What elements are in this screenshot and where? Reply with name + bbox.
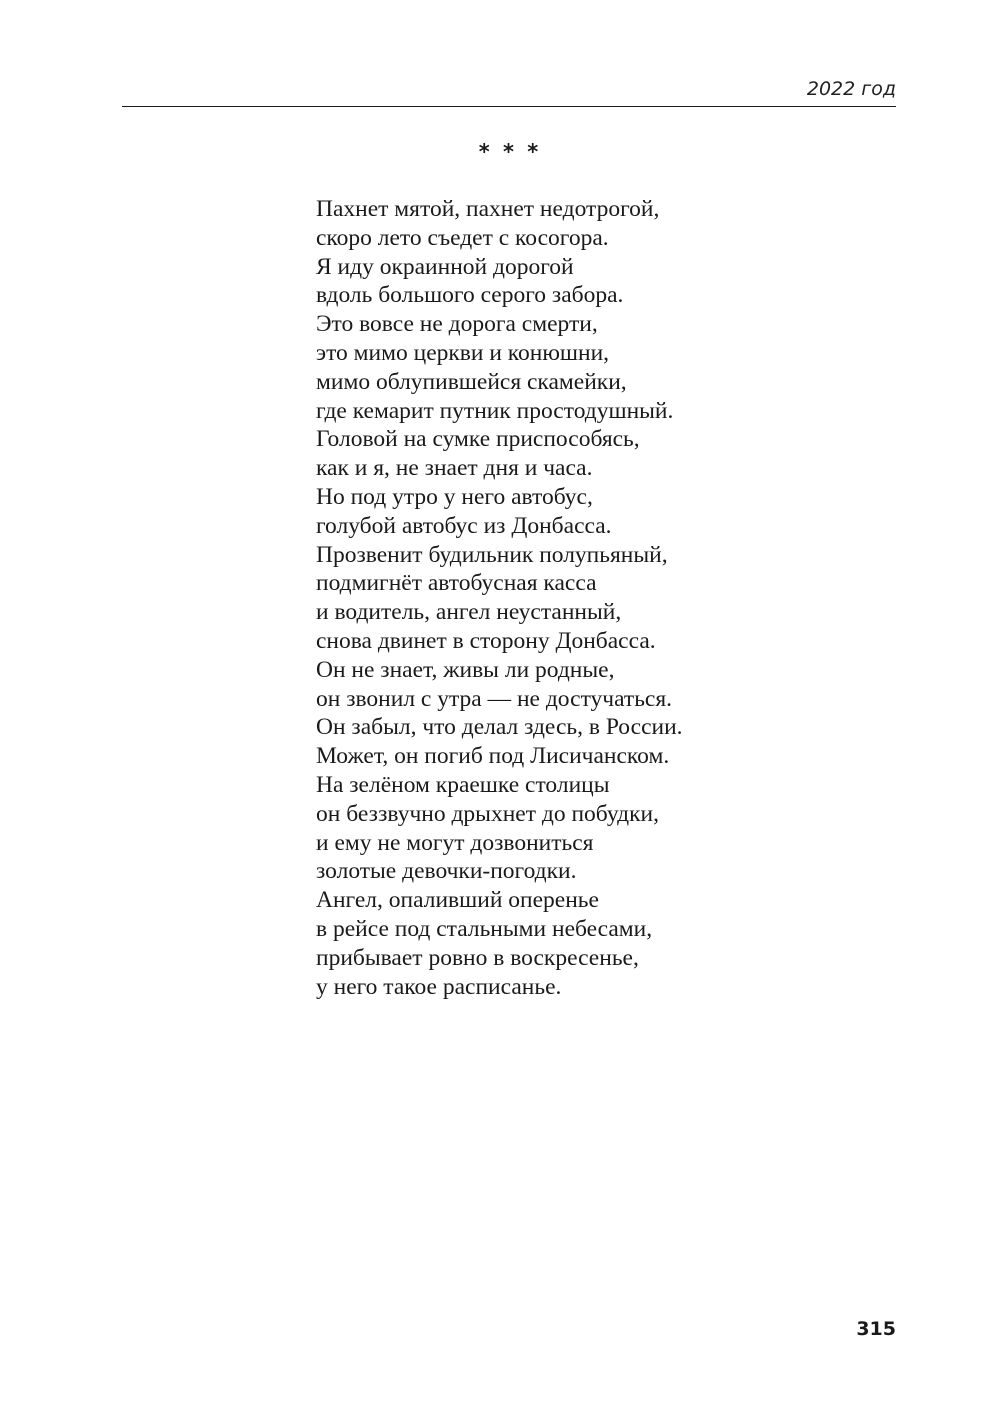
poem-line: Ангел, опаливший оперенье — [316, 887, 599, 914]
poem-line: Может, он погиб под Лисичанском. — [316, 743, 670, 770]
poem-line: он звонил с утра — не достучаться. — [316, 685, 673, 712]
poem-line: Это вовсе не дорога смерти, — [316, 311, 598, 338]
poem-line: Головой на сумке приспособясь, — [316, 426, 640, 453]
running-header-title: 2022 год — [806, 78, 896, 100]
poem-line: у него такое расписанье. — [316, 973, 562, 1000]
poem-line: Он не знает, живы ли родные, — [316, 656, 615, 683]
poem-line: и ему не могут дозвониться — [316, 829, 594, 856]
poem-line: как и я, не знает дня и часа. — [316, 455, 593, 482]
poem-line: На зелёном краешке столицы — [316, 771, 610, 798]
poem-line: где кемарит путник простодушный. — [316, 397, 674, 424]
poem-line: Он забыл, что делал здесь, в России. — [316, 714, 683, 741]
poem-line: золотые девочки-погодки. — [316, 858, 577, 885]
running-header — [122, 76, 896, 107]
poem-line: он беззвучно дрыхнет до побудки, — [316, 800, 659, 827]
page-number: 315 — [856, 1318, 896, 1340]
poem-line: это мимо церкви и конюшни, — [316, 339, 610, 366]
poem-line: Но под утро у него автобус, — [316, 483, 593, 510]
poem-line: мимо облупившейся скамейки, — [316, 368, 627, 395]
poem-line: Прозвенит будильник полупьяный, — [316, 541, 668, 568]
poem-line: и водитель, ангел неустанный, — [316, 599, 622, 626]
poem-line: прибывает ровно в воскресенье, — [316, 944, 639, 971]
poem-line: голубой автобус из Донбасса. — [316, 512, 612, 539]
poem-line: снова двинет в сторону Донбасса. — [316, 627, 656, 654]
poem-line: вдоль большого серого забора. — [316, 282, 624, 309]
poem-line: Пахнет мятой, пахнет недотрогой, — [316, 196, 660, 222]
poem-line: подмигнёт автобусная касса — [316, 570, 597, 597]
poem-body — [316, 195, 836, 1001]
poem-line: скоро лето съедет с косогора. — [316, 224, 609, 251]
poem-line: Я иду окраинной дорогой — [316, 253, 574, 280]
section-separator: * * * — [478, 140, 542, 164]
poem-line: в рейсе под стальными небесами, — [316, 915, 653, 942]
